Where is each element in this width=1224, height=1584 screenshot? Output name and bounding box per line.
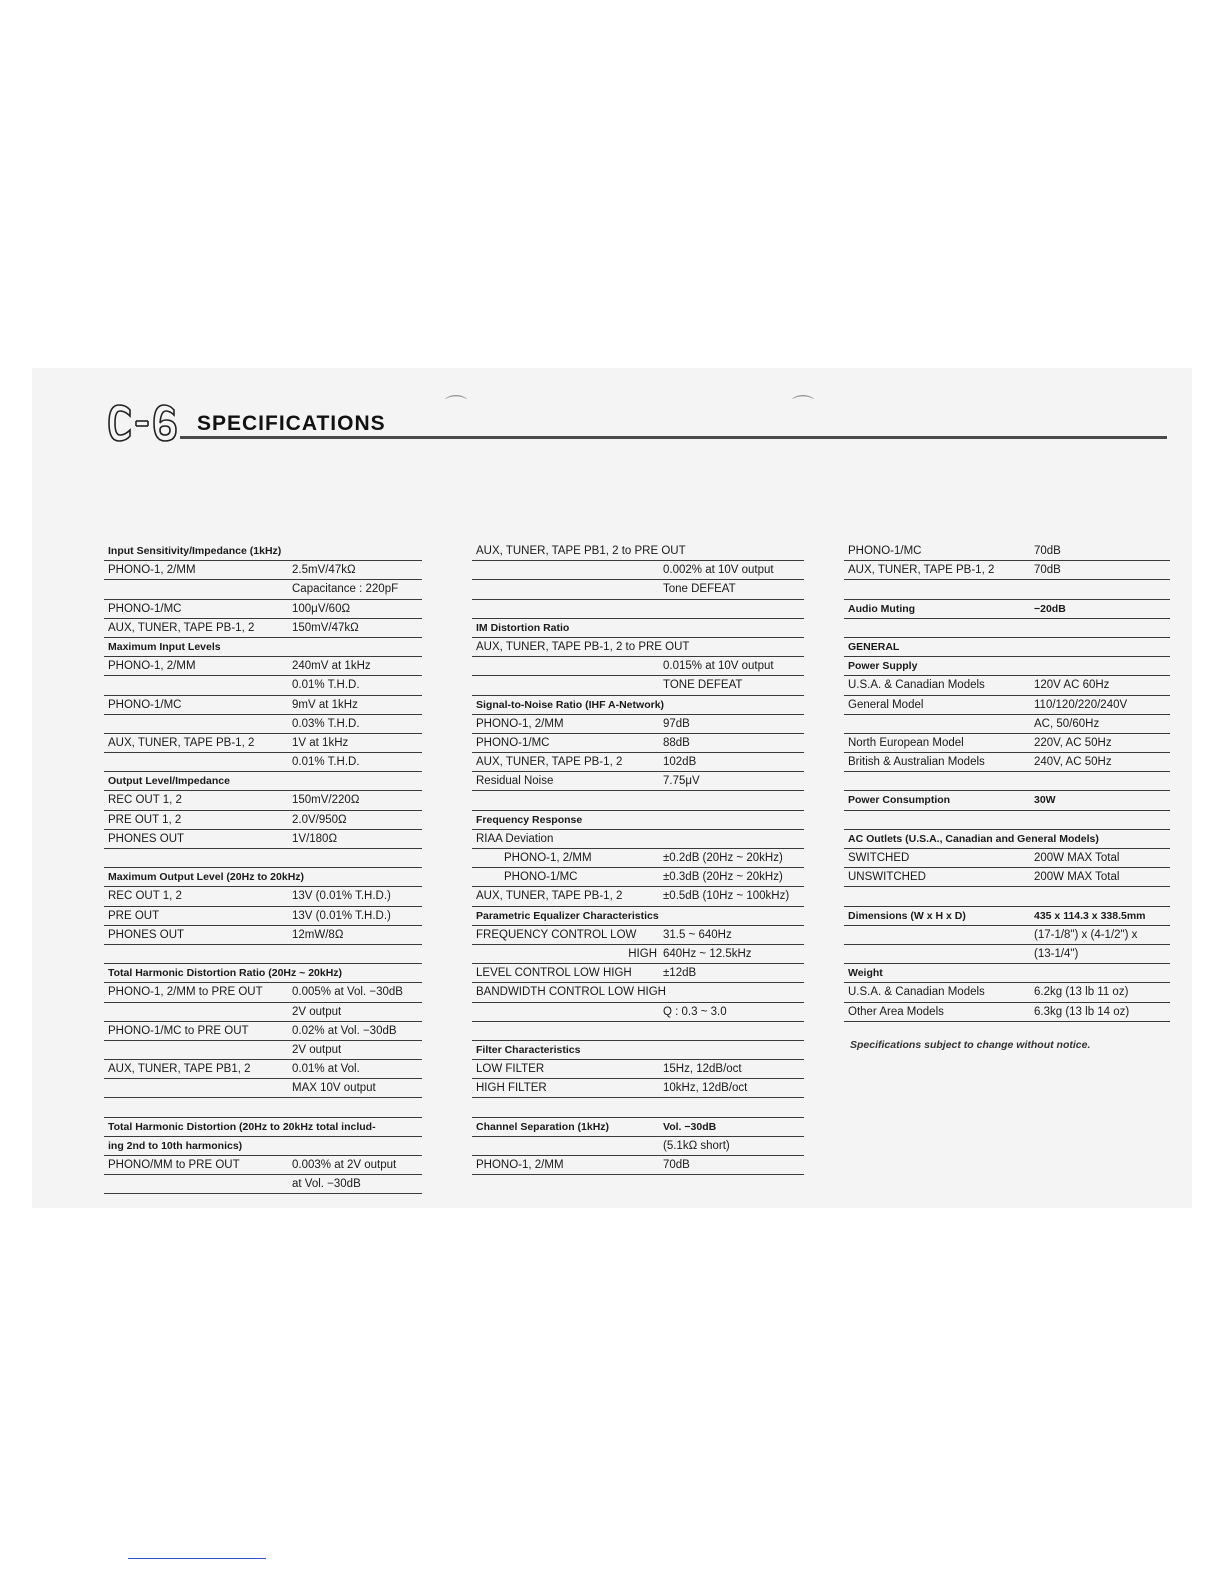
spec-label: PHONO/MM to PRE OUT [108, 1159, 240, 1171]
spec-spacer-row [472, 1098, 804, 1117]
spec-section-heading [844, 907, 1170, 926]
spec-label: Output Level/Impedance [108, 775, 230, 788]
spec-value: 640Hz ~ 12.5kHz [663, 947, 752, 960]
spec-label: AUX, TUNER, TAPE PB-1, 2 [108, 621, 255, 634]
spec-value: 120V AC 60Hz [1034, 679, 1110, 692]
spec-label: FREQUENCY CONTROL LOW [476, 928, 637, 941]
spec-row [104, 1022, 422, 1041]
spec-label: UNSWITCHED [848, 871, 926, 884]
spec-value: MAX 10V output [292, 1082, 376, 1095]
spec-value: 31.5 ~ 640Hz [663, 928, 732, 941]
spec-label: Maximum Output Level (20Hz to 20kHz) [108, 871, 305, 884]
spec-label: PHONO-1/MC [848, 545, 922, 557]
spec-value: 240V, AC 50Hz [1034, 756, 1112, 769]
spec-label: REC OUT 1, 2 [108, 794, 182, 807]
spec-value: 2.0V/950Ω [292, 813, 347, 826]
spec-label: PHONO-1/MC [476, 736, 550, 749]
spec-row [472, 1003, 804, 1022]
spec-row [104, 811, 422, 830]
spec-section-heading [104, 542, 422, 561]
spec-label: Signal-to-Noise Ratio (IHF A-Network) [476, 698, 665, 711]
spec-label: Channel Separation (1kHz) [476, 1120, 610, 1133]
spec-spacer-row [104, 849, 422, 868]
spec-value: 70dB [663, 1159, 690, 1171]
spec-row [844, 849, 1170, 868]
spec-section-heading [472, 1118, 804, 1137]
spec-row [472, 715, 804, 734]
spec-value: 97dB [663, 717, 690, 730]
punch-mark: ⌒ [445, 394, 468, 419]
spec-label: AUX, TUNER, TAPE PB-1, 2 [476, 890, 623, 903]
spec-value: Tone DEFEAT [663, 583, 736, 596]
spec-label: HIGH FILTER [476, 1082, 547, 1095]
spec-row [844, 945, 1170, 964]
spec-label: BANDWIDTH CONTROL LOW HIGH [476, 986, 666, 999]
spec-row [472, 580, 804, 599]
spec-label: Weight [848, 967, 883, 980]
spec-spacer-row [104, 1098, 422, 1117]
spec-spacer-row [104, 945, 422, 964]
spec-label: Total Harmonic Distortion (20Hz to 20kHz total includ- [108, 1120, 376, 1133]
punch-mark: ⌒ [792, 394, 815, 419]
spec-section-heading [844, 638, 1170, 657]
spec-value: 2V output [292, 1005, 342, 1018]
spec-label: North European Model [848, 736, 964, 749]
spec-value: (5.1kΩ short) [663, 1139, 730, 1152]
spec-row [104, 1060, 422, 1079]
spec-label: ing 2nd to 10th harmonics) [108, 1139, 243, 1152]
spec-value: AC, 50/60Hz [1034, 717, 1100, 730]
page-title: SPECIFICATIONS [197, 412, 386, 435]
spec-section-heading [104, 1137, 422, 1156]
spec-label: LEVEL CONTROL LOW HIGH [476, 967, 632, 980]
spec-row [104, 983, 422, 1002]
spec-section-heading [472, 619, 804, 638]
spec-section-heading [472, 696, 804, 715]
spec-label: Input Sensitivity/Impedance (1kHz) [108, 545, 282, 557]
spec-value: 0.003% at 2V output [292, 1159, 397, 1171]
spec-row [472, 830, 804, 849]
spec-row [104, 887, 422, 906]
spec-label: Frequency Response [476, 813, 583, 826]
spec-section-heading [844, 791, 1170, 810]
spec-label: British & Australian Models [848, 756, 985, 769]
spec-value: ±0.2dB (20Hz ~ 20kHz) [663, 852, 783, 864]
spec-row [844, 1003, 1170, 1022]
spec-value: 15Hz, 12dB/oct [663, 1063, 742, 1076]
spec-spacer-row [844, 619, 1170, 638]
spec-value: ±0.3dB (20Hz ~ 20kHz) [663, 871, 783, 884]
header-rule [180, 436, 1167, 439]
spec-label: Residual Noise [476, 775, 554, 788]
spec-row [844, 715, 1170, 734]
spec-label: AUX, TUNER, TAPE PB-1, 2 to PRE OUT [476, 640, 690, 653]
spec-value: −20dB [1034, 602, 1066, 615]
spec-label: PRE OUT 1, 2 [108, 813, 182, 826]
spec-row [104, 791, 422, 810]
spec-label: Power Supply [848, 660, 918, 673]
disclaimer-note: Specifications subject to change without notice. [850, 1039, 1091, 1051]
spec-value: 2.5mV/47kΩ [292, 564, 356, 577]
spec-label: PHONO-1/MC [504, 871, 578, 884]
spec-spacer-row [472, 791, 804, 810]
spec-section-heading [104, 964, 422, 983]
spec-row [472, 772, 804, 791]
spec-row [104, 907, 422, 926]
spec-value: Capacitance : 220pF [292, 583, 399, 596]
spec-row [104, 696, 422, 715]
spec-label: PHONO-1, 2/MM [504, 852, 592, 864]
spec-row [104, 830, 422, 849]
spec-value: 70dB [1034, 545, 1061, 557]
spec-value: 88dB [663, 736, 690, 749]
spec-section-heading [104, 638, 422, 657]
spec-row [104, 1003, 422, 1022]
spec-row [472, 849, 804, 868]
spec-value: 13V (0.01% T.H.D.) [292, 909, 391, 922]
spec-row [472, 887, 804, 906]
spec-row [844, 542, 1170, 561]
spec-label: PHONO-1, 2/MM [108, 564, 196, 577]
spec-value: 102dB [663, 756, 697, 769]
spec-row [104, 1156, 422, 1175]
spec-row [104, 580, 422, 599]
spec-row [104, 1175, 422, 1194]
spec-spacer-row [472, 600, 804, 619]
spec-row [104, 734, 422, 753]
spec-value: 0.01% at Vol. [292, 1063, 360, 1076]
spec-label: PHONES OUT [108, 928, 185, 941]
spec-value: ±12dB [663, 967, 697, 980]
spec-row [844, 734, 1170, 753]
spec-row [844, 696, 1170, 715]
spec-row [472, 1060, 804, 1079]
spec-value: 30W [1034, 794, 1056, 807]
spec-label: Audio Muting [848, 602, 916, 615]
spec-value: 0.005% at Vol. −30dB [292, 986, 403, 999]
spec-value: 7.75μV [663, 775, 700, 788]
spec-row [472, 542, 804, 561]
spec-value: 0.03% T.H.D. [292, 717, 360, 730]
spec-section-heading [104, 772, 422, 791]
spec-label: PHONO-1/MC [108, 698, 182, 711]
spec-row [104, 676, 422, 695]
spec-label: AUX, TUNER, TAPE PB-1, 2 [108, 736, 255, 749]
spec-label: PHONES OUT [108, 832, 185, 845]
spec-value: 6.3kg (13 lb 14 oz) [1034, 1005, 1130, 1018]
spec-spacer-row [844, 811, 1170, 830]
spec-value: 0.002% at 10V output [663, 564, 774, 577]
spec-label: REC OUT 1, 2 [108, 890, 182, 903]
spec-value: 100μV/60Ω [292, 602, 351, 615]
spec-row [104, 600, 422, 619]
spec-label: PHONO-1, 2/MM to PRE OUT [108, 986, 263, 999]
spec-label: PHONO-1, 2/MM [108, 660, 196, 673]
spec-value: (13-1/4") [1034, 947, 1079, 960]
spec-value: 0.01% T.H.D. [292, 756, 360, 769]
spec-row [472, 657, 804, 676]
spec-row [472, 561, 804, 580]
spec-row [844, 926, 1170, 945]
spec-row [472, 1079, 804, 1098]
spec-label: Parametric Equalizer Characteristics [476, 909, 659, 922]
spec-section-heading [104, 1118, 422, 1137]
spec-label: PHONO-1/MC [108, 602, 182, 615]
spec-row [472, 983, 804, 1002]
spec-row [104, 926, 422, 945]
spec-section-heading [844, 830, 1170, 849]
spec-label: Total Harmonic Distortion Ratio (20Hz ~ 20kHz) [108, 967, 343, 980]
spec-value: 1V at 1kHz [292, 736, 349, 749]
spec-spacer-row [844, 887, 1170, 906]
spec-row [104, 753, 422, 772]
spec-row [472, 868, 804, 887]
spec-row [104, 1041, 422, 1060]
spec-label: AUX, TUNER, TAPE PB1, 2 to PRE OUT [476, 545, 686, 557]
spec-row [472, 964, 804, 983]
spec-value: ±0.5dB (10Hz ~ 100kHz) [663, 890, 790, 903]
spec-value: 2V output [292, 1043, 342, 1056]
spec-row [472, 1156, 804, 1175]
spec-row [472, 638, 804, 657]
spec-row [104, 561, 422, 580]
spec-spacer-row [844, 772, 1170, 791]
spec-label: LOW FILTER [476, 1063, 545, 1076]
spec-row [472, 945, 804, 964]
spec-section-heading [104, 868, 422, 887]
spec-row [844, 753, 1170, 772]
spec-value: Vol. −30dB [663, 1120, 717, 1133]
spec-label: PHONO-1, 2/MM [476, 717, 564, 730]
spec-row [844, 868, 1170, 887]
spec-column-3 [844, 542, 1170, 1022]
spec-value: 1V/180Ω [292, 832, 338, 845]
spec-row [104, 657, 422, 676]
spec-section-heading [472, 1041, 804, 1060]
spec-value: 0.015% at 10V output [663, 660, 774, 673]
spec-row [844, 983, 1170, 1002]
spec-value: 200W MAX Total [1034, 871, 1120, 884]
spec-label: RIAA Deviation [476, 832, 554, 845]
spec-label: PHONO-1/MC to PRE OUT [108, 1024, 249, 1037]
spec-label: AUX, TUNER, TAPE PB-1, 2 [848, 564, 995, 577]
spec-value: 0.01% T.H.D. [292, 679, 360, 692]
spec-label: U.S.A. & Canadian Models [848, 679, 985, 692]
spec-value: 150mV/47kΩ [292, 621, 359, 634]
spec-label: Filter Characteristics [476, 1043, 581, 1056]
spec-label: AC Outlets (U.S.A., Canadian and General Models) [848, 832, 1099, 845]
spec-label: Dimensions (W x H x D) [848, 909, 966, 922]
spec-row [104, 1079, 422, 1098]
spec-section-heading [844, 964, 1170, 983]
spec-label: Power Consumption [848, 794, 951, 807]
spec-label: PRE OUT [108, 909, 160, 922]
spec-label: AUX, TUNER, TAPE PB-1, 2 [476, 756, 623, 769]
spec-column-2 [472, 542, 804, 1175]
spec-value: TONE DEFEAT [663, 679, 743, 692]
spec-value: 9mV at 1kHz [292, 698, 358, 711]
spec-label: GENERAL [848, 640, 900, 653]
spec-spacer-row [472, 1022, 804, 1041]
spec-spacer-row [844, 580, 1170, 599]
spec-value: 200W MAX Total [1034, 852, 1120, 864]
spec-row [472, 734, 804, 753]
spec-value: Q : 0.3 ~ 3.0 [663, 1005, 727, 1018]
spec-value: 435 x 114.3 x 338.5mm [1034, 909, 1146, 922]
spec-row [472, 753, 804, 772]
spec-value: 110/120/220/240V [1034, 698, 1128, 711]
spec-label: SWITCHED [848, 852, 910, 864]
spec-value: 12mW/8Ω [292, 928, 344, 941]
spec-value: 0.02% at Vol. −30dB [292, 1024, 397, 1037]
spec-label: U.S.A. & Canadian Models [848, 986, 985, 999]
spec-label: HIGH [628, 947, 657, 960]
spec-label: General Model [848, 698, 924, 711]
spec-section-heading [472, 907, 804, 926]
spec-label: AUX, TUNER, TAPE PB1, 2 [108, 1063, 251, 1076]
spec-value: 6.2kg (13 lb 11 oz) [1034, 986, 1129, 999]
model-logo-icon [106, 402, 182, 449]
spec-row [472, 1137, 804, 1156]
spec-value: 240mV at 1kHz [292, 660, 371, 673]
spec-row [844, 676, 1170, 695]
spec-label: IM Distortion Ratio [476, 621, 570, 634]
spec-value: (17-1/8") x (4-1/2") x [1034, 928, 1138, 941]
spec-row [472, 926, 804, 945]
spec-row [104, 619, 422, 638]
spec-section-heading [844, 657, 1170, 676]
spec-section-heading [844, 600, 1170, 619]
spec-value: at Vol. −30dB [292, 1178, 361, 1191]
spec-label: PHONO-1, 2/MM [476, 1159, 564, 1171]
spec-row [472, 676, 804, 695]
spec-value: 70dB [1034, 564, 1061, 577]
spec-value: 13V (0.01% T.H.D.) [292, 890, 391, 903]
spec-value: 10kHz, 12dB/oct [663, 1082, 748, 1095]
spec-value: 220V, AC 50Hz [1034, 736, 1112, 749]
spec-value: 150mV/220Ω [292, 794, 360, 807]
spec-row [844, 561, 1170, 580]
spec-column-1 [104, 542, 422, 1194]
spec-label: Other Area Models [848, 1005, 944, 1018]
spec-row [104, 715, 422, 734]
spec-section-heading [472, 811, 804, 830]
footer-link-underline [128, 1558, 266, 1559]
spec-label: Maximum Input Levels [108, 640, 221, 653]
